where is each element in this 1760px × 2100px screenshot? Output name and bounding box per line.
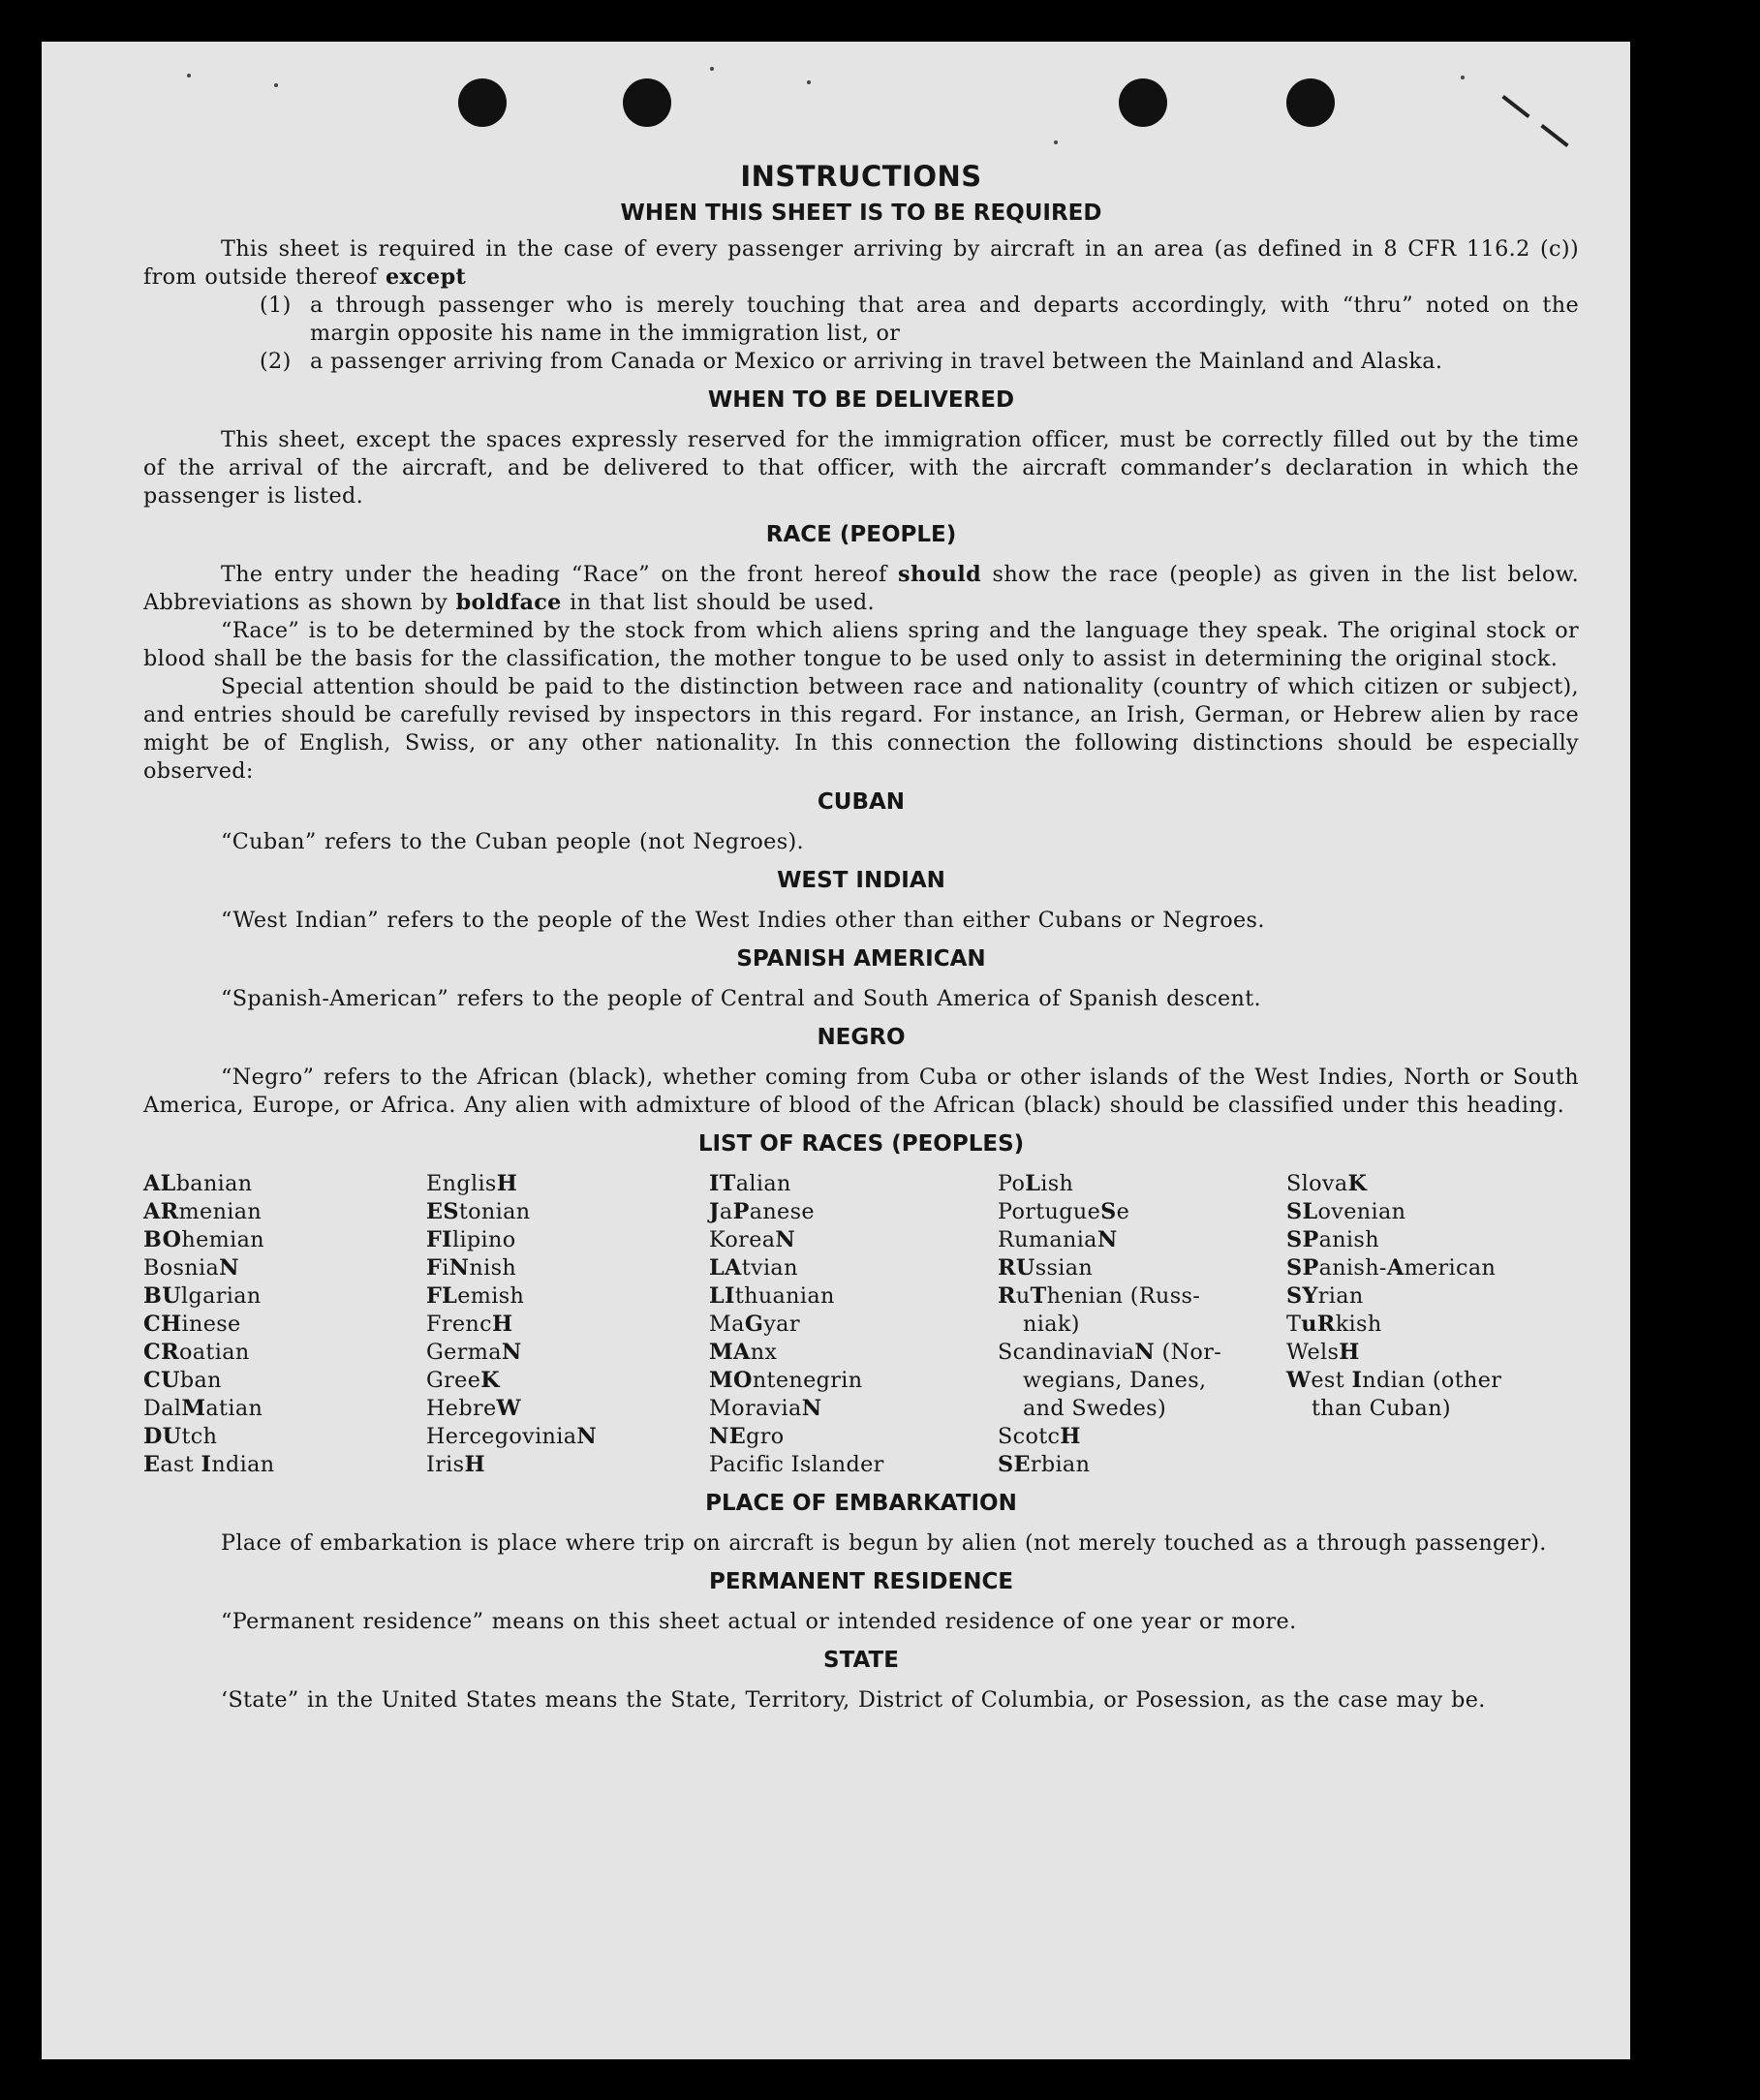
race-abbrev-letters: u [1301, 1312, 1317, 1337]
race-text: than Cuban) [1312, 1396, 1451, 1421]
race-entry [998, 1170, 1286, 1198]
race-abbrev-letters: NE [709, 1424, 747, 1449]
race-abbrev-letters: A [1386, 1255, 1405, 1281]
negro-paragraph: “Negro” refers to the African (black), whether coming from Cuba or other islands of the West Indies, North or South America, Europe, or Africa. Any alien with admixture of blood of the African (black) should be classified under this heading. [143, 1065, 1579, 1118]
race-abbrev-letters: AR [143, 1199, 179, 1224]
race-text: Bosnia [143, 1255, 220, 1281]
section-permanent-residence [143, 1608, 1579, 1636]
race-abbrev-letters: N [501, 1340, 522, 1365]
item-text: a through passenger who is merely touching that area and departs accordingly, with “thru” noted on the margin opposite his name in the immigration list, or [310, 293, 1579, 346]
race-text: gro [746, 1424, 785, 1449]
race-text: Englis [426, 1171, 497, 1196]
scan-speck [187, 74, 191, 77]
required-item-2 [260, 348, 1579, 376]
race-entry [998, 1423, 1286, 1451]
race-text: niak) [1023, 1312, 1080, 1337]
item-number: (1) [260, 293, 292, 318]
race-entry [1286, 1311, 1567, 1339]
section-negro [143, 1064, 1579, 1120]
race-text: T [1286, 1312, 1302, 1337]
race-entry [426, 1339, 709, 1367]
punch-hole-2 [623, 78, 671, 127]
race-abbrev-letters: R [998, 1283, 1016, 1309]
race-text: Korea [709, 1227, 776, 1252]
race-text: (Nor- [1155, 1340, 1222, 1365]
race-text: merican [1404, 1255, 1497, 1281]
race-abbrev-letters: CR [143, 1340, 179, 1365]
race-entry [143, 1395, 426, 1423]
race-abbrev-letters: IT [709, 1171, 736, 1196]
race-entry [998, 1395, 1286, 1423]
race-text: Hercegovinia [426, 1424, 577, 1449]
race-text: rian [1317, 1283, 1364, 1309]
race-text: Portugue [998, 1199, 1101, 1224]
race-abbrev-letters: BU [143, 1283, 181, 1309]
race-entry [143, 1423, 426, 1451]
race-text: Rumania [998, 1227, 1097, 1252]
scan-speck [1054, 140, 1058, 144]
race-text: kish [1335, 1312, 1382, 1337]
permanent-residence-paragraph: “Permanent residence” means on this sheet actual or intended residence of one year or more. [221, 1609, 1297, 1634]
race-text: inese [181, 1312, 241, 1337]
race-text: Hebre [426, 1396, 497, 1421]
race-entry [1286, 1339, 1567, 1367]
embarkation-paragraph: Place of embarkation is place where trip on aircraft is begun by alien (not merely touched as a through passenger). [221, 1530, 1547, 1556]
section-cuban [143, 828, 1579, 856]
race-entry [709, 1451, 998, 1479]
section-required [143, 235, 1579, 376]
race-column-4 [998, 1170, 1286, 1479]
race-text: ovenian [1317, 1199, 1406, 1224]
race-entry [709, 1254, 998, 1282]
punch-hole-1 [458, 78, 507, 127]
race-abbrev-letters: N [801, 1396, 822, 1421]
race-abbrev-letters: MO [709, 1368, 753, 1393]
race-abbrev-letters: T [1030, 1283, 1047, 1309]
race-text: Slova [1286, 1171, 1348, 1196]
state-paragraph: ‘State” in the United States means the State, Territory, District of Columbia, or Posession, as the case may be. [221, 1687, 1486, 1713]
race-text: henian (Russ- [1046, 1283, 1201, 1309]
race-abbrev-letters: N [1134, 1340, 1156, 1365]
section-heading-required: WHEN THIS SHEET IS TO BE REQUIRED [620, 201, 1102, 226]
race-abbrev-letters: H [1060, 1424, 1081, 1449]
race-entry [1286, 1367, 1567, 1395]
race-abbrev-letters: W [496, 1396, 521, 1421]
race-entry [998, 1198, 1286, 1226]
race-abbrev-letters: H [464, 1452, 485, 1477]
race-abbrev-letters: CH [143, 1312, 182, 1337]
race-abbrev-letters: ES [426, 1199, 459, 1224]
section-heading-cuban: CUBAN [817, 789, 906, 815]
race-text: nx [750, 1340, 778, 1365]
race-text: Scotc [998, 1424, 1061, 1449]
race-text: oatian [178, 1340, 250, 1365]
page-title: INSTRUCTIONS [740, 160, 982, 193]
race-abbrev-letters: CU [143, 1368, 180, 1393]
race-entry [1286, 1282, 1567, 1311]
section-west-indian [143, 907, 1579, 935]
race-abbrev-letters: L [1025, 1171, 1041, 1196]
cuban-paragraph: “Cuban” refers to the Cuban people (not Negroes). [221, 829, 804, 854]
race-abbrev-letters: BO [143, 1227, 182, 1252]
race-text: Ma [709, 1312, 745, 1337]
race-entry [998, 1282, 1286, 1311]
race-entry [709, 1339, 998, 1367]
race-abbrev-letters: N [448, 1255, 470, 1281]
race-text: Pacific Islander [709, 1452, 884, 1477]
race-abbrev-letters: LI [709, 1283, 735, 1309]
race-entry [143, 1282, 426, 1311]
item-number: (2) [260, 349, 292, 374]
race-abbrev-letters: F [426, 1255, 443, 1281]
west-indian-paragraph: “West Indian” refers to the people of the West Indies other than either Cubans or Negroes. [221, 908, 1265, 933]
race-entry [998, 1311, 1286, 1339]
race-entry [1286, 1198, 1567, 1226]
race-entry [709, 1311, 998, 1339]
section-heading-negro: NEGRO [817, 1025, 906, 1050]
race-abbrev-letters: G [744, 1312, 764, 1337]
race-entry [426, 1451, 709, 1479]
race-entry [143, 1254, 426, 1282]
race-entry [998, 1451, 1286, 1479]
race-text: rbian [1030, 1452, 1091, 1477]
race-abbrev-letters: FI [426, 1227, 452, 1252]
race-entry [426, 1170, 709, 1198]
race-text: tonian [458, 1199, 531, 1224]
race-text: tch [181, 1424, 218, 1449]
race-abbrev-letters: SP [1286, 1255, 1319, 1281]
race-text: lipino [451, 1227, 516, 1252]
scan-speck [710, 67, 714, 71]
section-heading-state: STATE [823, 1648, 899, 1673]
race-entry [1286, 1395, 1567, 1423]
except-emphasis: except [385, 264, 467, 290]
race-abbrev-letters: R [1316, 1312, 1336, 1337]
race-text: thuanian [734, 1283, 835, 1309]
race-abbrev-letters: I [1351, 1368, 1363, 1393]
race-abbrev-letters: S [1100, 1199, 1117, 1224]
race-text: ish [1040, 1171, 1074, 1196]
section-spanish-american [143, 985, 1579, 1013]
race-text: and Swedes) [1023, 1396, 1167, 1421]
race-abbrev-letters: P [732, 1199, 750, 1224]
race-entry [143, 1170, 426, 1198]
race-text: tvian [741, 1255, 798, 1281]
race-text: emish [457, 1283, 525, 1309]
race-text: a [719, 1199, 733, 1224]
section-heading-west-indian: WEST INDIAN [777, 868, 945, 893]
race-text: anish [1318, 1227, 1379, 1252]
race-entry [143, 1226, 426, 1254]
race-abbrev-letters: SE [998, 1452, 1031, 1477]
race-entry [426, 1311, 709, 1339]
race-entry [998, 1367, 1286, 1395]
punch-hole-3 [1119, 78, 1167, 127]
race-entry [1286, 1254, 1567, 1282]
race-text: anish- [1318, 1255, 1387, 1281]
race-entry [426, 1395, 709, 1423]
race-abbrev-letters: N [576, 1424, 598, 1449]
race-entry [426, 1226, 709, 1254]
race-text: ndian [211, 1452, 275, 1477]
race-entry [426, 1254, 709, 1282]
race-abbrev-letters: SY [1286, 1283, 1318, 1309]
section-heading-permanent-residence: PERMANENT RESIDENCE [708, 1569, 1014, 1594]
race-entry [998, 1339, 1286, 1367]
race-entry [709, 1395, 998, 1423]
race-entry [143, 1198, 426, 1226]
race-abbrev-letters: I [201, 1452, 212, 1477]
race-paragraph-1 [143, 561, 1579, 617]
race-text: Iris [426, 1452, 465, 1477]
race-text: Gree [426, 1368, 481, 1393]
race-abbrev-letters: SP [1286, 1227, 1319, 1252]
delivered-paragraph: This sheet, except the spaces expressly reserved for the immigration officer, must be correctly filled out by the time of the arrival of the aircraft, and be delivered to that officer, with the aircraft commander’s declaration in which the passenger is listed. [143, 427, 1579, 509]
race-entry [143, 1311, 426, 1339]
race-entry [426, 1367, 709, 1395]
race-entry [998, 1254, 1286, 1282]
race-column-5 [1286, 1170, 1567, 1479]
race-entry [1286, 1170, 1567, 1198]
race-boldface-emphasis: boldface [455, 590, 562, 615]
race-entry [709, 1423, 998, 1451]
section-delivered [143, 426, 1579, 510]
race-text: ndian (other [1362, 1368, 1502, 1393]
scan-speck [807, 80, 811, 84]
race-text: ntenegrin [752, 1368, 863, 1393]
race-text: nish [469, 1255, 517, 1281]
race-abbrev-letters: J [709, 1199, 720, 1224]
race-text: u [1015, 1283, 1031, 1309]
race-abbrev-letters: RU [998, 1255, 1035, 1281]
race-abbrev-letters: H [1339, 1340, 1360, 1365]
race-text: atian [205, 1396, 263, 1421]
scan-mark [1540, 124, 1568, 147]
race-text: est [1311, 1368, 1352, 1393]
race-text: Moravia [709, 1396, 802, 1421]
race-text: yar [763, 1312, 800, 1337]
race-entry [143, 1367, 426, 1395]
race-text: i [442, 1255, 449, 1281]
spanish-american-paragraph: “Spanish-American” refers to the people of Central and South America of Spanish descent. [221, 986, 1261, 1011]
race-text: ssian [1034, 1255, 1094, 1281]
section-state [143, 1686, 1579, 1714]
item-text: a passenger arriving from Canada or Mexico or arriving in travel between the Mainland and Alaska. [310, 349, 1443, 374]
race-text-e: in that list should be used. [570, 590, 875, 615]
race-entry [709, 1367, 998, 1395]
race-abbrev-letters: H [496, 1171, 518, 1196]
race-entry [709, 1282, 998, 1311]
race-list [143, 1170, 1579, 1479]
scan-speck [1461, 76, 1465, 79]
section-heading-spanish-american: SPANISH AMERICAN [736, 946, 986, 972]
race-entry [709, 1170, 998, 1198]
race-abbrev-letters: SL [1286, 1199, 1318, 1224]
race-entry [426, 1198, 709, 1226]
race-entry [998, 1226, 1286, 1254]
scan-mark [1501, 95, 1529, 118]
race-should-emphasis: should [898, 562, 982, 587]
section-embarkation [143, 1529, 1579, 1558]
race-column-1 [143, 1170, 426, 1479]
race-abbrev-letters: H [491, 1312, 513, 1337]
required-intro-text: This sheet is required in the case of every passenger arriving by aircraft in an area (as defined in 8 CFR 116.2 (c)) from outside thereof [143, 236, 1579, 290]
race-entry [709, 1226, 998, 1254]
race-abbrev-letters: AL [143, 1171, 176, 1196]
race-paragraph-2: “Race” is to be determined by the stock from which aliens spring and the language they speak. The original stock or blood shall be the basis for the classification, the mother tongue to be used only to assist in determining the original stock. [143, 618, 1579, 671]
race-text-c: show the race (people) as given in the list below. Abbreviations as shown by [143, 562, 1580, 615]
race-text: ban [179, 1368, 222, 1393]
race-text: Scandinavia [998, 1340, 1135, 1365]
required-intro [143, 235, 1579, 292]
race-entry [426, 1423, 709, 1451]
race-text: Frenc [426, 1312, 492, 1337]
race-abbrev-letters: N [1096, 1227, 1118, 1252]
race-text: Germa [426, 1340, 502, 1365]
required-item-1 [260, 292, 1579, 348]
race-abbrev-letters: W [1286, 1368, 1312, 1393]
race-text-a: The entry under the heading “Race” on the front hereof [221, 562, 887, 587]
race-text: Po [998, 1171, 1026, 1196]
race-text: Wels [1286, 1340, 1340, 1365]
race-text: menian [178, 1199, 262, 1224]
race-text: hemian [181, 1227, 264, 1252]
race-text: wegians, Danes, [1023, 1368, 1207, 1393]
race-entry [143, 1451, 426, 1479]
race-abbrev-letters: N [775, 1227, 796, 1252]
race-column-3 [709, 1170, 998, 1479]
race-abbrev-letters: M [181, 1396, 206, 1421]
race-entry [1286, 1226, 1567, 1254]
scan-speck [274, 83, 278, 87]
section-race [143, 561, 1579, 786]
section-heading-list-of-races: LIST OF RACES (PEOPLES) [697, 1131, 1025, 1157]
race-abbrev-letters: K [480, 1368, 500, 1393]
race-text: alian [735, 1171, 791, 1196]
race-text: Dal [143, 1396, 182, 1421]
race-text: banian [175, 1171, 253, 1196]
race-abbrev-letters: LA [709, 1255, 742, 1281]
race-entry [426, 1282, 709, 1311]
race-entry [709, 1198, 998, 1226]
section-heading-race: RACE (PEOPLE) [765, 522, 957, 547]
section-heading-embarkation: PLACE OF EMBARKATION [705, 1491, 1017, 1516]
punch-hole-4 [1286, 78, 1335, 127]
race-text: e [1116, 1199, 1130, 1224]
document-page [42, 42, 1630, 2059]
race-text: ast [160, 1452, 201, 1477]
race-text: lgarian [181, 1283, 262, 1309]
instructions-content [143, 150, 1579, 1726]
race-abbrev-letters: FL [426, 1283, 458, 1309]
race-text: anese [749, 1199, 815, 1224]
race-abbrev-letters: DU [143, 1424, 182, 1449]
race-abbrev-letters: MA [709, 1340, 751, 1365]
race-abbrev-letters: K [1347, 1171, 1368, 1196]
race-column-2 [426, 1170, 709, 1479]
section-heading-delivered: WHEN TO BE DELIVERED [707, 387, 1015, 413]
race-entry [143, 1339, 426, 1367]
race-paragraph-3: Special attention should be paid to the distinction between race and nationality (country of which citizen or subject), and entries should be carefully revised by inspectors in this regard. For instance, an Irish, German, or Hebrew alien by race might be of English, Swiss, or any other nationality. In this connection the following distinctions should be especially observed: [143, 674, 1579, 784]
race-abbrev-letters: N [219, 1255, 239, 1281]
race-abbrev-letters: E [143, 1452, 161, 1477]
